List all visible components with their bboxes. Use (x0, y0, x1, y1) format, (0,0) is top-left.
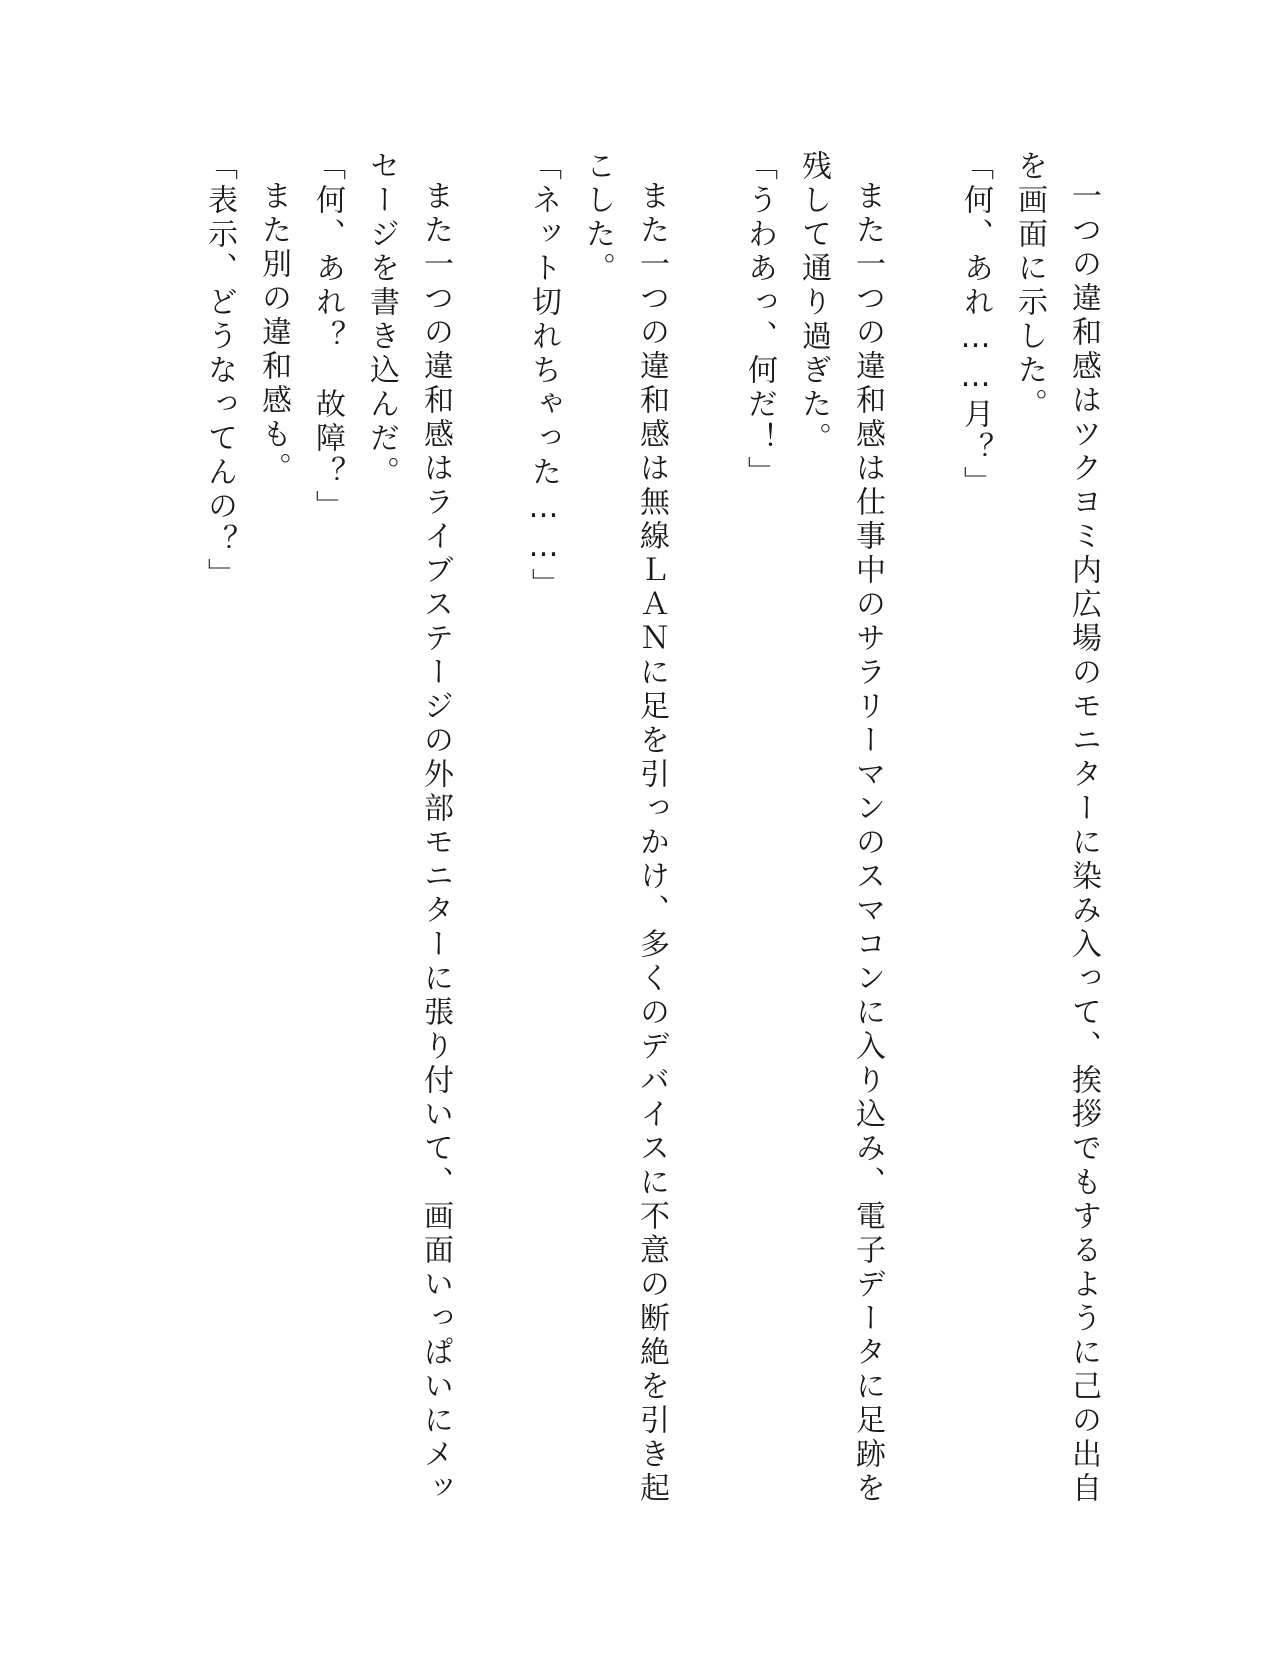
narration-line: また一つの違和感は仕事中のサラリーマンのスマコンに入り込み、電子データに足跡を残して通り過ぎた。 (796, 150, 885, 1506)
blank-line (462, 150, 516, 1530)
dialogue-line: 「表示、どうなってんの？」 (202, 150, 237, 592)
dialogue-line: 「ネット切れちゃった……」 (526, 150, 561, 602)
dialogue-line: 「何、あれ？ 故障？」 (310, 150, 345, 524)
narration-line: また一つの違和感は無線ＬＡＮに足を引っかけ、多くのデバイスに不意の断絶を引き起こした。 (580, 150, 669, 1506)
narration-line: また一つの違和感はライブステージの外部モニターに張り付いて、画面いっぱいにメッセージを書き込んだ。 (364, 150, 453, 1506)
vertical-text-body (192, 150, 1110, 1530)
dialogue-line: 「何、あれ……月？」 (958, 150, 993, 500)
blank-line (894, 150, 948, 1530)
narration-line: 一つの違和感はツクヨミ内広場のモニターに染み入って、挨拶でもするように己の出自を画面に示した。 (1012, 150, 1101, 1506)
blank-line (678, 150, 732, 1530)
narration-line: また別の違和感も。 (256, 180, 291, 486)
dialogue-line: 「うわあっ、何だ！」 (742, 150, 777, 490)
